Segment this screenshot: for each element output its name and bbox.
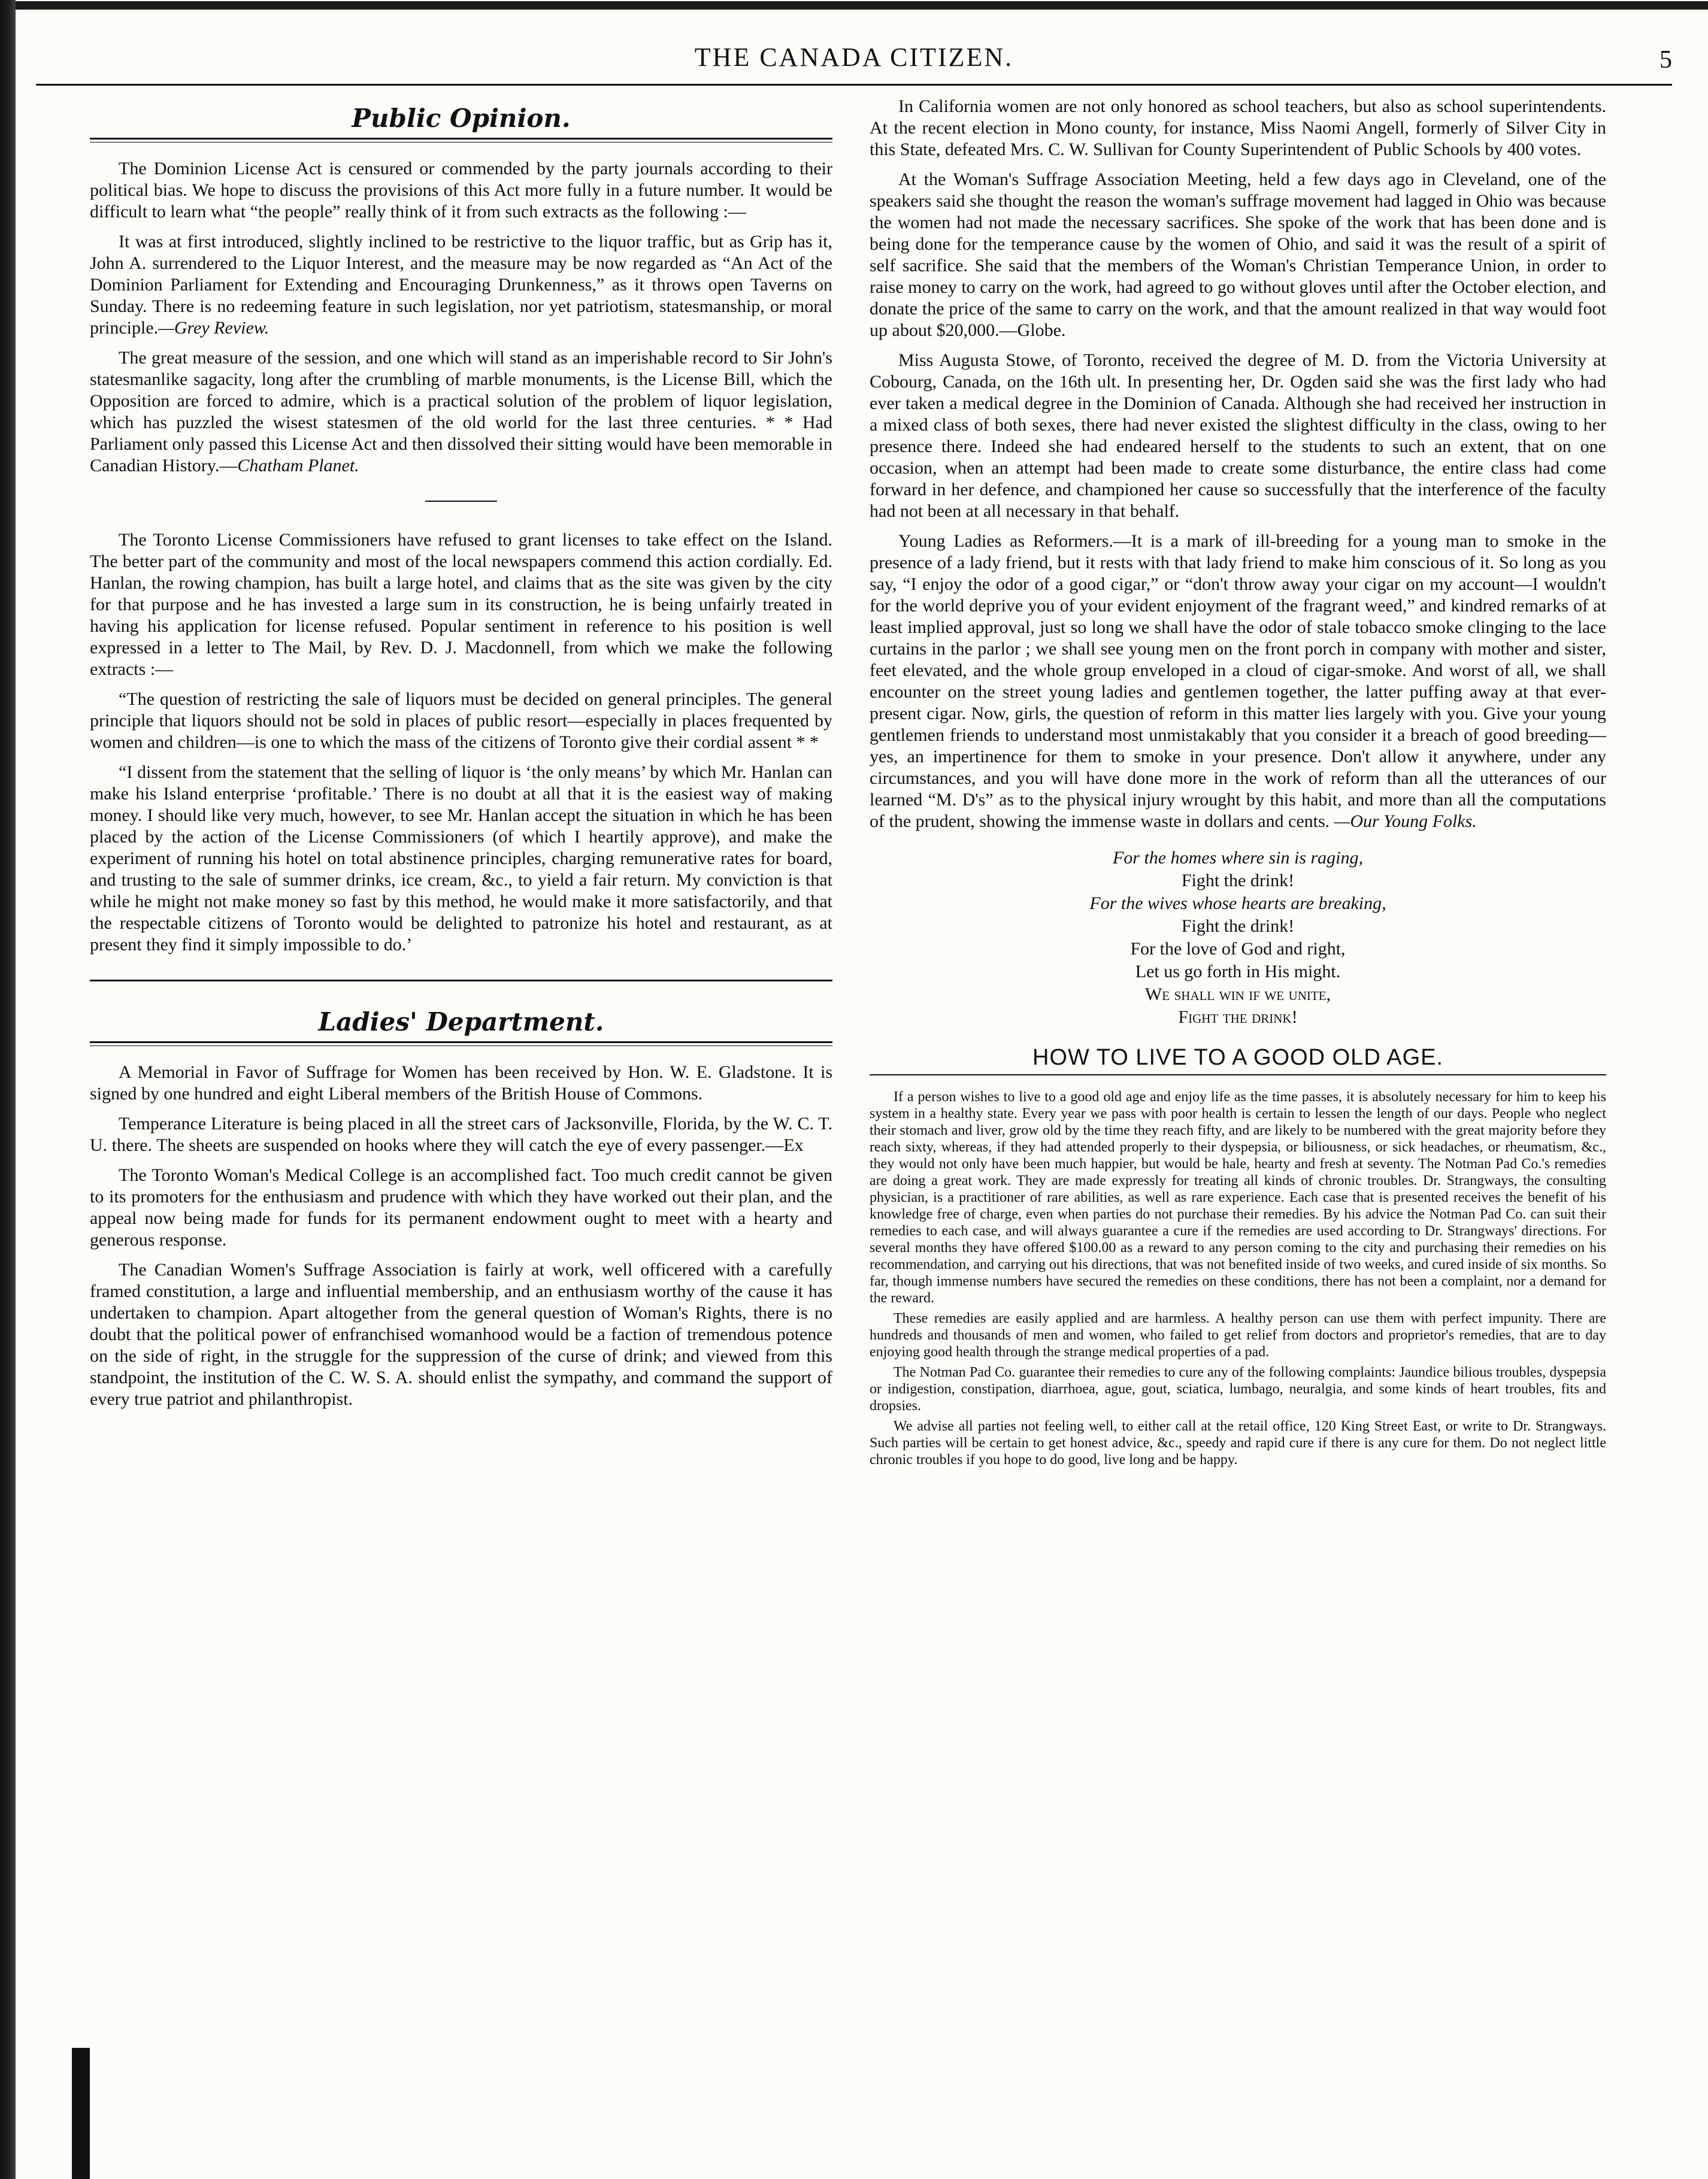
citation: —Our Young Folks. [1334,811,1477,831]
poem-line: Let us go forth in His might. [1135,962,1341,981]
article-paragraph: Young Ladies as Reformers.—It is a mark of ill-breeding for a young man to smoke in the presence of a lady friend, but it rests with that lady friend to make him conscious of it. So long as you say, “I enjoy the odor of a good cigar,” or “don't throw away your cigar on my account—I wouldn't for the world deprive you of your evident enjoyment of the fragrant weed,” and kindred remarks of at least implied approval, just so long we shall have the odor of stale tobacco smoke clinging to the lace curtains in the parlor ; we shall see young men on the front porch in company with mother and sister, feet elevated, and the whole group enveloped in a cloud of cigar-smoke. And worst of all, we shall encounter on the street young ladies and gentlemen together, the latter puffing away at that ever-present cigar. Now, girls, the question of reform in this matter lies largely with you. Give your young gentlemen friends to understand most unmistakably that you consider it a breach of good breeding— yes, an impertinence for them to smoke in your presence. Don't allow it anywhere, under any circumstances, and you will have done more in the work of reform than all the utterances of our learned “M. D's” as to the physical injury wrought by this habit, and more than all the computations of the prudent, showing the immense waste in dollars and cents. —Our Young Folks. [870,531,1606,831]
poem-line: Fight the drink! [1181,871,1295,890]
citation: —Grey Review. [158,318,269,338]
ladies-department-heading: Ladies' Department. [318,1007,604,1037]
poem-line: We shall win if we unite, [1144,984,1331,1004]
poem-line: Fight the drink! [1181,916,1295,936]
poem-line: Fight the drink! [1178,1007,1298,1027]
heading-rule [90,138,832,143]
newspaper-title: THE CANADA CITIZEN. [694,43,1014,72]
article-paragraph: “I dissent from the statement that the selling of liquor is ‘the only means’ by which Mr. Hanlan can make his Island enterprise ‘profitable.’ There is no doubt at all that it is the easiest way of making money. I should like very much, however, to see Mr. Hanlan accept the situation in which he has been placed by the action of the License Commissioners (of which I heartily approve), and make the experiment of running his hotel on total abstinence principles, charging remunerative rates for board, and trusting to the sale of summer drinks, ice cream, &c., to yield a fair return. My conviction is that while he might not make money so fast by this method, he would make it more satisfactorily, and that the respectable citizens of Toronto would be delighted to patronize his hotel and restaurant, as at present they find it simply impossible to do.’ [90,762,832,954]
article-paragraph: At the Woman's Suffrage Association Meeting, held a few days ago in Cleveland, one of the speakers said she thought the reason the woman's suffrage movement had lagged in Ohio was because the women had not made the necessary sacrifices. She spoke of the work that has been done and is being done for the temperance cause by the women of Ohio, and said it was the result of a spirit of self sacrifice. She said that the members of the Woman's Christian Temperance Union, in order to raise money to carry on the work, had agreed to go without gloves until after the October election, and donate the price of the same to carry on the work, and that the amount realized in that way would foot up about $20,000.—Globe. [870,169,1606,340]
section-divider [425,501,497,502]
poem-line: For the wives whose hearts are breaking, [1089,893,1386,913]
citation: Chatham Planet. [237,456,359,475]
article-paragraph: The Toronto Woman's Medical College is an accomplished fact. Too much credit cannot be given to its promoters for the enthusiasm and prudence with which they have worked out their plan, and the appeal now being made for funds for its permanent endowment ought to meet with a hearty and generous response. [90,1165,832,1250]
article-paragraph: The Toronto License Commissioners have refused to grant licenses to take effect on the Island. The better part of the community and most of the local newspapers commend this action cordially. Ed. Hanlan, the rowing champion, has built a large hotel, and claims that as the site was given by the city for that purpose and he has invested a large sum in its construction, he is being unfairly treated in having his application for license refused. Popular sentiment in reference to his position is well expressed in a letter to The Mail, by Rev. D. J. Macdonnell, from which we make the following extracts :— [90,530,832,679]
article-paragraph: Temperance Literature is being placed in all the street cars of Jacksonville, Florida, by the W. C. T. U. there. The sheets are suspended on hooks where they will catch the eye of every passenger.—Ex [90,1114,832,1155]
advertisement-paragraph: If a person wishes to live to a good old age and enjoy life as the time passes, it is absolutely necessary for him to keep his system in a healthy state. Every year we pass with poor health is certain to lessen the length of our days. People who neglect their stomach and liver, grow old by the time they reach fifty, and are likely to be numbered with the great majority before they reach sixty, whereas, if they had attended properly to their dyspepsia, or biliousness, or sick headaches, or rheumatism, &c., they would not only have been much happier, but would be hale, hearty and fresh at seventy. The Notman Pad Co.'s remedies are doing a great work. They are made expressly for treating all kinds of chronic troubles. Dr. Strangways, the consulting physician, is a practitioner of rare abilities, as well as rare experience. Each case that is presented receives the benefit of his knowledge free of charge, even when parties do not purchase their remedies. By his advice the Notman Pad Co. can suit their remedies to each case, and will always guarantee a cure if the remedies are used according to Dr. Strangways' directions. For several months they have offered $100.00 as a reward to any person coming to the city and purchasing their remedies on his recommendation, and carrying out his directions, that was not benefited inside of two weeks, and cured inside of six months. So far, though immense numbers have secured the remedies on these conditions, there has not been a complaint, nor a demand for the reward. [870,1089,1606,1306]
advertisement-paragraph: We advise all parties not feeling well, to either call at the retail office, 120 King Street East, or write to Dr. Strangways. Such parties will be certain to get honest advice, &c., speedy and rapid cure if there is any cure for them. Do not neglect little chronic troubles if you hope to do good, live long and be happy. [870,1419,1606,1468]
right-column [870,96,1606,1472]
temperance-poem [870,847,1606,1029]
poem-line: For the love of God and right, [1130,939,1346,959]
article-paragraph: In California women are not only honored as school teachers, but also as school superintendents. At the recent election in Mono county, for instance, Miss Naomi Angell, formerly of Silver City in this State, defeated Mrs. C. W. Sullivan for County Superintendent of Public Schools by 400 votes. [870,96,1606,159]
article-paragraph: “The question of restricting the sale of liquors must be decided on general principles. The general principle that liquors should not be sold in places of public resort—especially in places frequented by women and children—is one to which the mass of the citizens of Toronto give their cordial assent * * [90,689,832,752]
page-number: 5 [1659,46,1672,74]
heading-rule [90,1041,832,1046]
article-paragraph: The Canadian Women's Suffrage Association is fairly at work, well officered with a carefully framed constitution, a large and influential membership, and an enthusiasm worthy of the cause it has undertaken to champion. Apart altogether from the general question of Woman's Rights, there is no doubt that the political power of enfranchised womanhood would be a faction of tremendous potence on the side of right, in the struggle for the suppression of the curse of drink; and viewed from this standpoint, the institution of the C. W. S. A. should enlist the sympathy, and command the support of every true patriot and philanthropist. [90,1260,832,1409]
article-paragraph: Miss Augusta Stowe, of Toronto, received the degree of M. D. from the Victoria University at Cobourg, Canada, on the 16th ult. In presenting her, Dr. Ogden said she was the first lady who had ever taken a medical degree in the Dominion of Canada. Although she had received her instruction in a mixed class of both sexes, there had never existed the slightest difficulty in the class, owing to her presence there. Indeed she had endeared herself to the students to such an extent, that on one occasion, when an attempt had been made to create some disturbance, the entire class had come forward in her defence, and championed her cause so successfully that the interference of the faculty had not been at all necessary in that behalf. [870,350,1606,521]
page-header [36,36,1672,86]
advertisement-body [870,1089,1606,1468]
article-paragraph: The Dominion License Act is censured or commended by the party journals according to their political bias. We hope to discuss the provisions of this Act more fully in a future number. It would be difficult to learn what “the people” really think of it from such extracts as the following :— [90,159,832,222]
public-opinion-heading: Public Opinion. [352,104,571,133]
article-paragraph: It was at first introduced, slightly inclined to be restrictive to the liquor traffic, but as Grip has it, John A. surrendered to the Liquor Interest, and the measure may be now regarded as “An Act of the Dominion Parliament for Extending and Encouraging Drunkenness,” as it throws open Taverns on Sunday. There is no redeeming feature in such legislation, nor yet patriotism, statesmanship, or moral principle.—Grey Review. [90,232,832,338]
advertisement-title: HOW TO LIVE TO A GOOD OLD AGE. [870,1047,1606,1075]
advertisement-paragraph: These remedies are easily applied and are harmless. A healthy person can use them with perfect impunity. There are hundreds and thousands of men and women, who failed to get relief from doctors and proprietor's remedies, that are to day enjoying good health through the strange medical properties of a pad. [870,1311,1606,1360]
top-border-rule [16,1,1708,10]
ladies-section-top-rule [90,980,832,1046]
advertisement-paragraph: The Notman Pad Co. guarantee their remedies to cure any of the following complaints: Jaundice bilious troubles, dyspepsia or indigestion, constipation, diarrhoea, ague, gout, sciatica, lumbago, neuralgia, and some kinds of heart troubles, fits and dropsies. [870,1365,1606,1414]
article-paragraph: A Memorial in Favor of Suffrage for Women has been received by Hon. W. E. Gladstone. It is signed by one hundred and eight Liberal members of the British House of Commons. [90,1062,832,1104]
left-column [90,96,832,1419]
binding-shadow [72,2048,90,2179]
page-binding-edge [0,0,16,2179]
article-paragraph: The great measure of the session, and one which will stand as an imperishable record to Sir John's statesmanlike sagacity, long after the crumbling of marble monuments, is the License Bill, which the Opposition are forced to admire, which is a practical solution of the problem of liquor legislation, which has puzzled the wisest statesmen of the old world for the last three centuries. * * Had Parliament only passed this License Act and then dissolved their sitting would have been memorable in Canadian History.—Chatham Planet. [90,348,832,475]
poem-line: For the homes where sin is raging, [1112,848,1364,868]
